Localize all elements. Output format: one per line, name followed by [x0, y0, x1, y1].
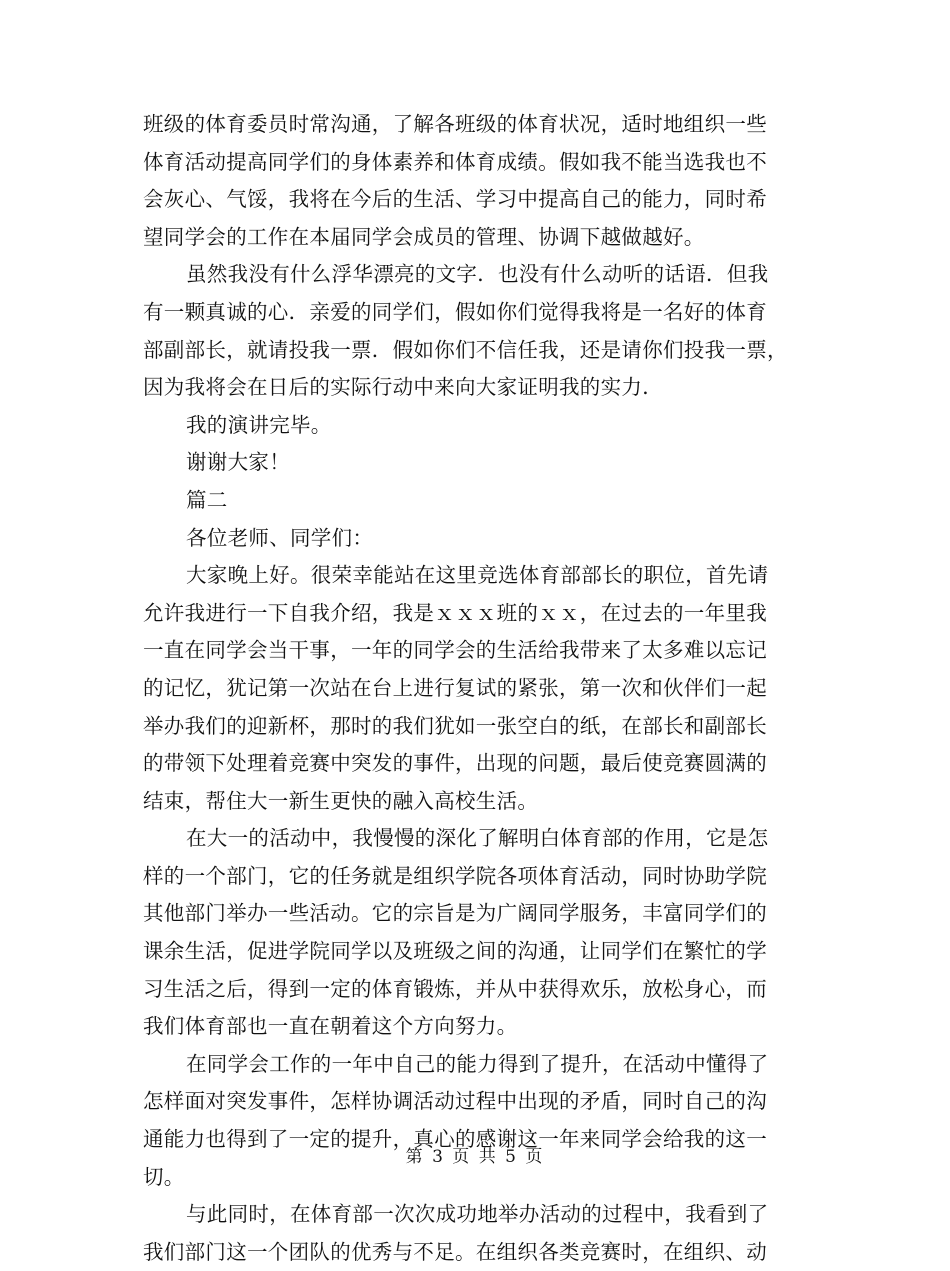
text-line: 的带领下处理着竞赛中突发的事件，出现的问题，最后使竞赛圆满的	[143, 751, 767, 776]
text-line: 我的演讲完毕。	[186, 412, 332, 437]
text-line: 结束，帮住大一新生更快的融入高校生活。	[143, 788, 539, 813]
text-line: 的记忆，犹记第一次站在台上进行复试的紧张，第一次和伙伴们一起	[143, 675, 767, 700]
text-line: 虽然我没有什么浮华漂亮的文字．也没有什么动听的话语．但我	[186, 262, 769, 287]
text-line: 谢谢大家！	[186, 450, 290, 475]
text-line: 篇二	[186, 487, 228, 512]
text-line: 习生活之后，得到一定的体育锻炼，并从中获得欢乐，放松身心，而	[143, 976, 767, 1001]
text-line: 大家晚上好。很荣幸能站在这里竞选体育部部长的职位，首先请	[186, 563, 769, 588]
text-line: 班级的体育委员时常沟通，了解各班级的体育状况，适时地组织一些	[143, 112, 767, 136]
text-line: 允许我进行一下自我介绍，我是ｘｘｘ班的ｘｘ，在过去的一年里我	[143, 600, 767, 625]
page-number-footer: 第 3 页 共 5 页	[405, 1147, 545, 1167]
text-line: 样的一个部门，它的任务就是组织学院各项体育活动，同时协助学院	[143, 863, 767, 888]
text-line: 与此同时，在体育部一次次成功地举办活动的过程中，我看到了	[186, 1202, 769, 1227]
text-line: 望同学会的工作在本届同学会成员的管理、协调下越做越好。	[143, 224, 705, 249]
text-line: 切。	[143, 1164, 185, 1189]
text-line: 通能力也得到了一定的提升，真心的感谢这一年来同学会给我的这一	[143, 1127, 767, 1152]
text-line: 有一颗真诚的心．亲爱的同学们，假如你们觉得我将是一名好的体育	[143, 299, 767, 324]
text-line: 体育活动提高同学们的身体素养和体育成绩。假如我不能当选我也不	[143, 149, 767, 174]
document-body	[143, 106, 807, 1271]
text-line: 在大一的活动中，我慢慢的深化了解明白体育部的作用，它是怎	[186, 826, 769, 851]
text-line: 课余生活，促进学院同学以及班级之间的沟通，让同学们在繁忙的学	[143, 939, 767, 964]
text-line: 部副部长，就请投我一票．假如你们不信任我，还是请你们投我一票，	[143, 337, 788, 362]
text-line: 我们体育部也一直在朝着这个方向努力。	[143, 1014, 518, 1039]
text-line: 举办我们的迎新杯，那时的我们犹如一张空白的纸，在部长和副部长	[143, 713, 767, 738]
text-line: 一直在同学会当干事，一年的同学会的生活给我带来了太多难以忘记	[143, 638, 767, 663]
text-line: 怎样面对突发事件，怎样协调活动过程中出现的矛盾，同时自己的沟	[143, 1089, 767, 1114]
text-line: 其他部门举办一些活动。它的宗旨是为广阔同学服务，丰富同学们的	[143, 901, 767, 926]
text-line: 会灰心、气馁，我将在今后的生活、学习中提高自己的能力，同时希	[143, 187, 767, 212]
text-line: 在同学会工作的一年中自己的能力得到了提升，在活动中懂得了	[186, 1051, 769, 1076]
text-line: 我们部门这一个团队的优秀与不足。在组织各类竞赛时，在组织、动	[143, 1239, 767, 1264]
text-line: 因为我将会在日后的实际行动中来向大家证明我的实力．	[143, 375, 663, 400]
text-line: 各位老师、同学们：	[186, 525, 374, 550]
